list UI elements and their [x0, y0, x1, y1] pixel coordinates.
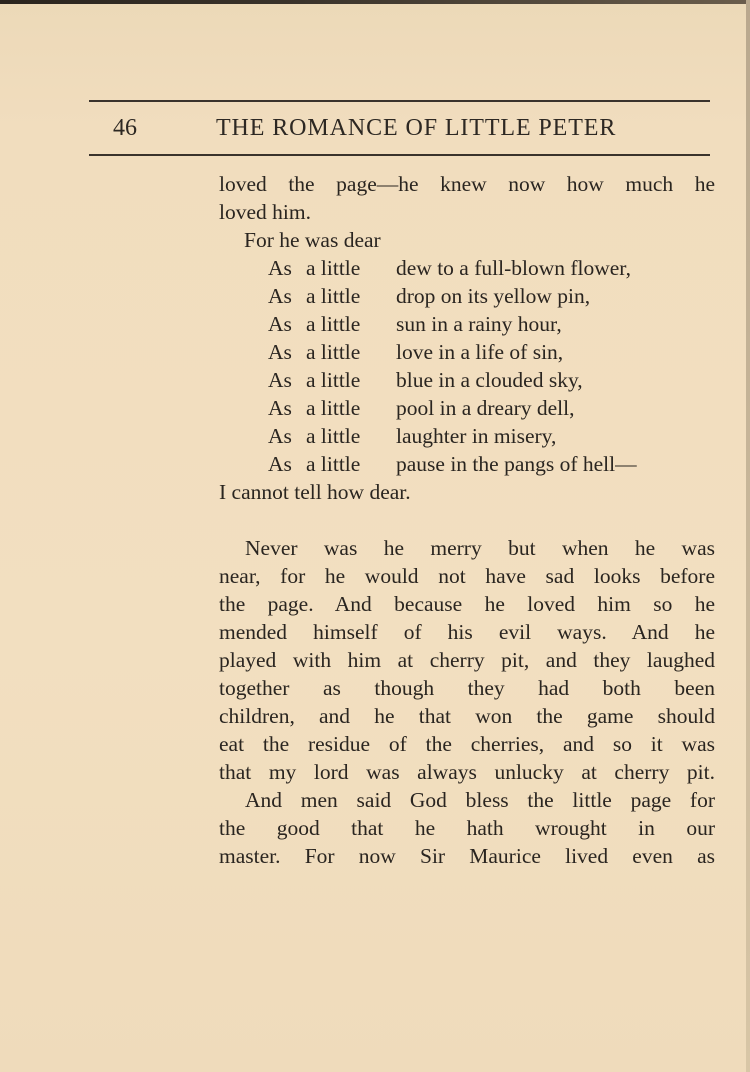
header-rule-top	[89, 100, 710, 102]
verse-word: a little	[306, 368, 361, 392]
verse-text: blue in a clouded sky,	[396, 368, 583, 392]
body-line: together as though they had both been	[219, 676, 715, 700]
verse-word: As	[268, 368, 292, 392]
verse-text: drop on its yellow pin,	[396, 284, 591, 308]
verse-line	[268, 254, 631, 282]
verse-line	[268, 394, 575, 422]
verse-line	[268, 310, 562, 338]
body-line: the good that he hath wrought in our	[219, 816, 715, 840]
verse-line	[268, 366, 583, 394]
verse-line	[268, 338, 563, 366]
verse-word: As	[268, 340, 292, 364]
verse-word: a little	[306, 340, 361, 364]
verse-word: a little	[306, 424, 361, 448]
running-title: THE ROMANCE OF LITTLE PETER	[216, 115, 617, 141]
verse-line	[268, 282, 590, 310]
body-line: loved him.	[219, 200, 311, 224]
verse-text: sun in a rainy hour,	[396, 312, 562, 336]
verse-word: As	[268, 256, 292, 280]
body-line: master. For now Sir Maurice lived even as	[219, 844, 715, 868]
verse-word: a little	[306, 452, 361, 476]
header-rule-bottom	[89, 154, 710, 156]
verse-word: a little	[306, 284, 361, 308]
page-number: 46	[113, 115, 137, 141]
body-line: And men said God bless the little page for	[245, 788, 715, 812]
body-line: near, for he would not have sad looks before	[219, 564, 715, 588]
verse-word: As	[268, 452, 292, 476]
body-line: that my lord was always unlucky at cherry pit.	[219, 760, 715, 784]
verse-text: laughter in misery,	[396, 424, 557, 448]
verse-word: a little	[306, 396, 361, 420]
verse-text: dew to a full-blown flower,	[396, 256, 631, 280]
page-top-edge	[0, 0, 750, 4]
verse-line	[268, 450, 637, 478]
verse-word: a little	[306, 312, 361, 336]
body-line: the page. And because he loved him so he	[219, 592, 715, 616]
body-line: Never was he merry but when he was	[245, 536, 715, 560]
verse-word: As	[268, 424, 292, 448]
body-line: eat the residue of the cherries, and so it was	[219, 732, 715, 756]
verse-word: a little	[306, 256, 361, 280]
verse-word: As	[268, 396, 292, 420]
verse-close: I cannot tell how dear.	[219, 480, 411, 504]
verse-word: As	[268, 284, 292, 308]
verse-intro: For he was dear	[244, 228, 381, 252]
verse-text: pool in a dreary dell,	[396, 396, 575, 420]
body-line: children, and he that won the game should	[219, 704, 715, 728]
verse-text: love in a life of sin,	[396, 340, 564, 364]
verse-text: pause in the pangs of hell—	[396, 452, 637, 476]
body-line: loved the page—he knew now how much he	[219, 172, 715, 196]
body-line: mended himself of his evil ways. And he	[219, 620, 715, 644]
verse-word: As	[268, 312, 292, 336]
verse-line	[268, 422, 556, 450]
page-right-edge	[746, 0, 750, 1072]
body-line: played with him at cherry pit, and they laughed	[219, 648, 715, 672]
